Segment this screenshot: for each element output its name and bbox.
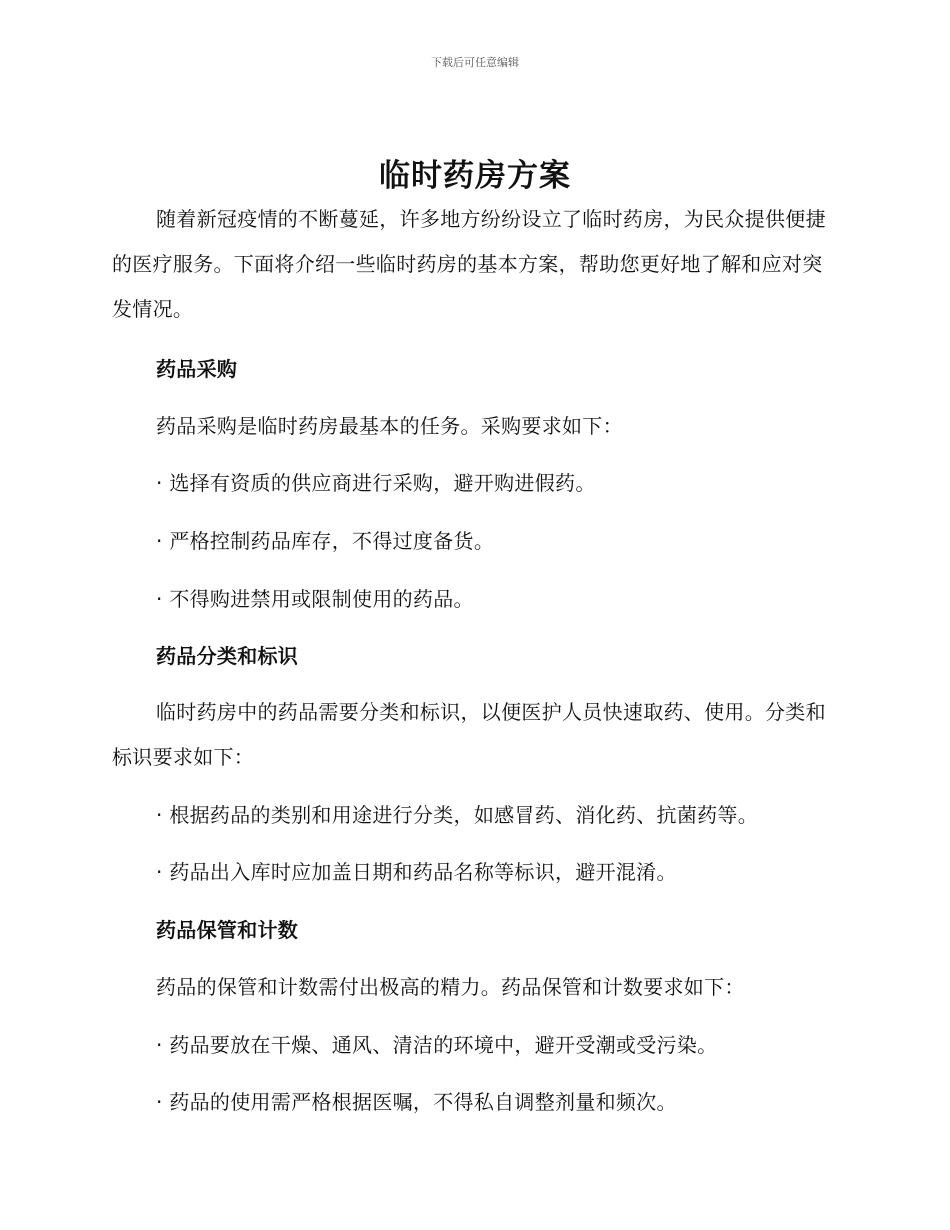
section-heading-storage: 药品保管和计数: [156, 918, 299, 942]
list-item: · 药品要放在干燥、通风、清洁的环境中，避开受潮或受污染。: [156, 1033, 718, 1057]
page-header: 下载后可任意编辑: [431, 56, 519, 69]
list-item: · 严格控制药品库存，不得过度备货。: [156, 529, 495, 553]
list-item: · 药品的使用需严格根据医嘱，不得私自调整剂量和频次。: [156, 1090, 677, 1114]
list-item: · 不得购进禁用或限制使用的药品。: [156, 587, 474, 611]
list-item: · 选择有资质的供应商进行采购，避开购进假药。: [156, 471, 596, 495]
section-lead-classification: 临时药房中的药品需要分类和标识，以便医护人员快速取药、使用。分类和标识要求如下：: [112, 700, 826, 769]
intro-paragraph: 随着新冠疫情的不断蔓延，许多地方纷纷设立了临时药房，为民众提供便捷的医疗服务。下面将介绍一些临时药房的基本方案，帮助您更好地了解和应对突发情况。: [112, 207, 826, 321]
document-title: 临时药房方案: [379, 158, 571, 194]
section-lead-procurement: 药品采购是临时药房最基本的任务。采购要求如下：: [156, 414, 623, 438]
list-item: · 药品出入库时应加盖日期和药品名称等标识，避开混淆。: [156, 860, 677, 884]
section-heading-classification: 药品分类和标识: [156, 644, 299, 668]
section-heading-procurement: 药品采购: [156, 357, 238, 381]
section-lead-storage: 药品的保管和计数需付出极高的精力。药品保管和计数要求如下：: [156, 975, 745, 999]
list-item: · 根据药品的类别和用途进行分类，如感冒药、消化药、抗菌药等。: [156, 803, 759, 827]
